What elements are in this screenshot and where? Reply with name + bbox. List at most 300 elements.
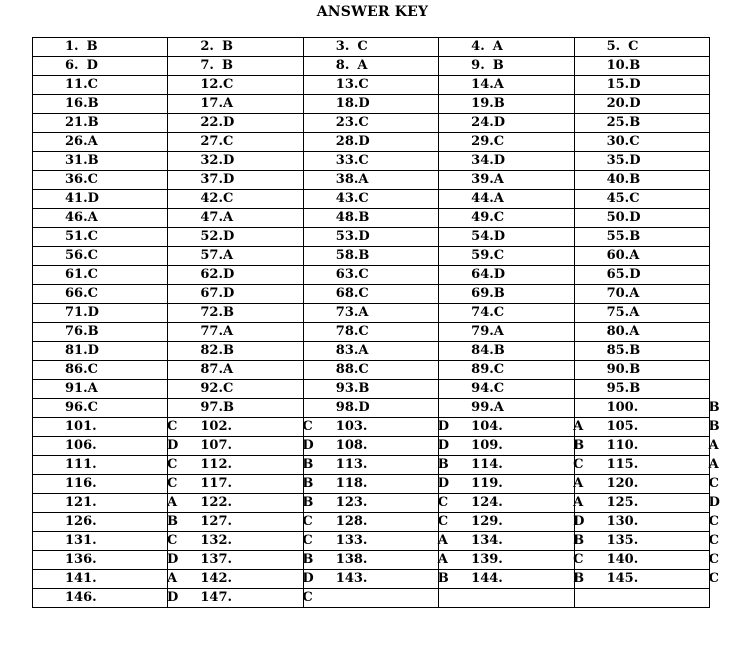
- question-number: 8.: [335, 58, 350, 73]
- answer-letter: A: [87, 381, 98, 396]
- answer-letter: D: [223, 229, 235, 244]
- answer-letter: A: [708, 438, 719, 453]
- answer-letter: B: [223, 305, 235, 320]
- answer-letter: C: [493, 248, 505, 263]
- question-number: 123.: [335, 495, 368, 510]
- answer-letter: A: [223, 210, 234, 225]
- answer-cell: [574, 589, 709, 608]
- answer-letter: B: [708, 419, 720, 434]
- answer-letter: C: [437, 495, 449, 510]
- question-number: 87.: [200, 362, 224, 377]
- answer-letter: D: [87, 305, 99, 320]
- answer-letter: B: [302, 495, 314, 510]
- answer-cell: [168, 266, 303, 285]
- answer-cell: [33, 38, 168, 57]
- answer-letter: A: [708, 457, 719, 472]
- answer-letter: A: [493, 77, 504, 92]
- question-number: 137.: [200, 552, 233, 567]
- answer-letter: A: [358, 172, 369, 187]
- answer-cell: [303, 152, 438, 171]
- question-number: 46.: [65, 210, 88, 225]
- answer-letter: B: [223, 400, 235, 415]
- question-number: 94.: [471, 381, 494, 396]
- answer-cell: [303, 361, 438, 380]
- answer-row: [33, 95, 710, 114]
- answer-letter: A: [223, 362, 234, 377]
- answer-row: [33, 304, 710, 323]
- answer-cell: [168, 285, 303, 304]
- answer-row: [33, 247, 710, 266]
- answer-letter: A: [437, 533, 448, 548]
- answer-cell: [303, 38, 438, 57]
- answer-cell: [303, 323, 438, 342]
- answer-cell: [439, 589, 574, 608]
- answer-cell: [574, 494, 720, 513]
- answer-letter: C: [223, 134, 234, 149]
- answer-letter: C: [493, 381, 505, 396]
- answer-cell: [168, 380, 303, 399]
- question-number: 79.: [471, 324, 494, 339]
- answer-letter: B: [629, 229, 641, 244]
- answer-cell: [168, 361, 303, 380]
- answer-letter: B: [358, 210, 370, 225]
- answer-letter: D: [223, 172, 235, 187]
- answer-cell: [439, 342, 574, 361]
- answer-letter: A: [573, 495, 584, 510]
- answer-letter: C: [87, 362, 98, 377]
- answer-letter: C: [167, 419, 178, 434]
- answer-letter: B: [302, 457, 314, 472]
- answer-letter: C: [708, 514, 719, 529]
- answer-cell: [33, 399, 168, 418]
- answer-cell: [439, 475, 584, 494]
- answer-row: [33, 285, 710, 304]
- answer-letter: D: [223, 153, 235, 168]
- question-number: 32.: [200, 153, 224, 168]
- answer-cell: [33, 456, 178, 475]
- answer-letter: A: [573, 419, 584, 434]
- answer-letter: D: [167, 552, 179, 567]
- question-number: 17.: [200, 96, 224, 111]
- answer-cell: [439, 76, 574, 95]
- answer-cell: [168, 323, 303, 342]
- question-number: 10.: [606, 58, 630, 73]
- answer-row: [33, 361, 710, 380]
- answer-cell: [439, 513, 585, 532]
- answer-cell: [33, 228, 168, 247]
- answer-letter: C: [87, 267, 98, 282]
- answer-cell: [439, 570, 585, 589]
- answer-letter: A: [223, 96, 234, 111]
- question-number: 23.: [335, 115, 359, 130]
- question-number: 105.: [606, 419, 639, 434]
- answer-cell: [168, 437, 314, 456]
- question-number: 95.: [606, 381, 630, 396]
- answer-letter: A: [223, 248, 234, 263]
- answer-letter: D: [629, 153, 641, 168]
- answer-cell: [574, 38, 709, 57]
- question-number: 26.: [65, 134, 88, 149]
- question-number: 130.: [606, 514, 639, 529]
- answer-letter: C: [358, 77, 369, 92]
- answer-cell: [303, 494, 449, 513]
- answer-letter: B: [87, 96, 99, 111]
- answer-cell: [33, 95, 168, 114]
- question-number: 45.: [606, 191, 630, 206]
- question-number: 75.: [606, 305, 630, 320]
- answer-cell: [168, 399, 303, 418]
- answer-cell: [303, 456, 449, 475]
- question-number: 103.: [335, 419, 368, 434]
- answer-cell: [439, 152, 574, 171]
- answer-letter: D: [87, 191, 99, 206]
- question-number: 127.: [200, 514, 233, 529]
- question-number: 144.: [471, 571, 503, 586]
- answer-cell: [574, 171, 709, 190]
- question-number: 29.: [471, 134, 494, 149]
- answer-letter: B: [629, 362, 641, 377]
- question-number: 100.: [606, 400, 639, 415]
- answer-row: [33, 57, 710, 76]
- answer-cell: [303, 133, 438, 152]
- answer-cell: [574, 228, 709, 247]
- question-number: 128.: [335, 514, 368, 529]
- answer-letter: A: [167, 571, 178, 586]
- question-number: 53.: [335, 229, 359, 244]
- answer-key-table: [32, 37, 720, 608]
- question-number: 76.: [65, 324, 88, 339]
- question-number: 39.: [471, 172, 494, 187]
- answer-letter: A: [492, 39, 503, 54]
- answer-cell: [303, 190, 438, 209]
- answer-cell: [303, 285, 438, 304]
- answer-cell: [33, 380, 168, 399]
- answer-cell: [303, 95, 438, 114]
- answer-cell: [33, 494, 178, 513]
- answer-cell: [33, 323, 168, 342]
- answer-letter: C: [223, 381, 234, 396]
- question-number: 124.: [471, 495, 503, 510]
- question-number: 2.: [200, 39, 214, 54]
- answer-cell: [574, 152, 709, 171]
- answer-cell: [168, 551, 314, 570]
- answer-row: [33, 38, 710, 57]
- answer-cell: [33, 190, 168, 209]
- answer-letter: B: [221, 39, 233, 54]
- answer-cell: [303, 437, 450, 456]
- question-number: 86.: [65, 362, 88, 377]
- answer-row: [33, 532, 710, 551]
- answer-letter: A: [167, 495, 178, 510]
- answer-cell: [168, 114, 303, 133]
- answer-letter: D: [629, 96, 641, 111]
- answer-cell: [574, 418, 720, 437]
- question-number: 146.: [65, 590, 97, 605]
- question-number: 18.: [335, 96, 359, 111]
- answer-cell: [33, 209, 168, 228]
- answer-cell: [33, 589, 179, 608]
- question-number: 121.: [65, 495, 97, 510]
- answer-row: [33, 152, 710, 171]
- answer-letter: D: [629, 77, 641, 92]
- answer-cell: [168, 456, 314, 475]
- answer-letter: C: [358, 324, 369, 339]
- answer-letter: C: [629, 134, 640, 149]
- question-number: 98.: [335, 400, 359, 415]
- answer-cell: [574, 380, 709, 399]
- answer-cell: [33, 532, 178, 551]
- question-number: 84.: [471, 343, 494, 358]
- question-number: 102.: [200, 419, 233, 434]
- question-number: 122.: [200, 495, 233, 510]
- answer-cell: [168, 190, 303, 209]
- answer-letter: C: [708, 476, 719, 491]
- question-number: 77.: [200, 324, 224, 339]
- answer-cell: [33, 247, 168, 266]
- question-number: 143.: [335, 571, 368, 586]
- answer-letter: B: [629, 172, 641, 187]
- question-number: 109.: [471, 438, 503, 453]
- answer-cell: [439, 304, 574, 323]
- answer-cell: [303, 57, 438, 76]
- question-number: 133.: [335, 533, 368, 548]
- answer-letter: C: [87, 286, 98, 301]
- answer-letter: B: [493, 343, 505, 358]
- question-number: 60.: [606, 248, 630, 263]
- answer-cell: [439, 266, 574, 285]
- question-number: 36.: [65, 172, 88, 187]
- answer-cell: [439, 38, 574, 57]
- question-number: 35.: [606, 153, 630, 168]
- question-number: 69.: [471, 286, 494, 301]
- question-number: 62.: [200, 267, 224, 282]
- question-number: 66.: [65, 286, 88, 301]
- answer-cell: [168, 418, 313, 437]
- answer-letter: B: [492, 58, 504, 73]
- question-number: 136.: [65, 552, 97, 567]
- question-number: 140.: [606, 552, 639, 567]
- answer-letter: B: [87, 153, 99, 168]
- answer-cell: [168, 532, 313, 551]
- answer-cell: [574, 513, 719, 532]
- question-number: 92.: [200, 381, 224, 396]
- answer-letter: C: [708, 571, 719, 586]
- answer-cell: [168, 171, 303, 190]
- answer-cell: [439, 57, 574, 76]
- question-number: 40.: [606, 172, 630, 187]
- question-number: 120.: [606, 476, 639, 491]
- answer-cell: [303, 171, 438, 190]
- answer-letter: B: [86, 39, 98, 54]
- answer-cell: [439, 323, 574, 342]
- question-number: 118.: [335, 476, 368, 491]
- answer-letter: B: [573, 438, 585, 453]
- answer-letter: B: [573, 571, 585, 586]
- answer-letter: B: [358, 381, 370, 396]
- question-number: 11.: [65, 77, 88, 92]
- answer-cell: [574, 399, 720, 418]
- question-number: 54.: [471, 229, 494, 244]
- answer-cell: [439, 551, 584, 570]
- answer-letter: B: [87, 115, 99, 130]
- answer-letter: B: [629, 58, 641, 73]
- question-number: 63.: [335, 267, 359, 282]
- answer-letter: B: [221, 58, 233, 73]
- question-number: 131.: [65, 533, 97, 548]
- question-number: 28.: [335, 134, 359, 149]
- question-number: 82.: [200, 343, 224, 358]
- question-number: 70.: [606, 286, 630, 301]
- question-number: 135.: [606, 533, 639, 548]
- question-number: 119.: [471, 476, 503, 491]
- answer-cell: [574, 475, 719, 494]
- answer-key-body: [33, 38, 720, 608]
- answer-letter: A: [87, 210, 98, 225]
- answer-letter: C: [573, 457, 584, 472]
- answer-cell: [168, 513, 313, 532]
- question-number: 99.: [471, 400, 494, 415]
- question-number: 24.: [471, 115, 494, 130]
- answer-row: [33, 589, 710, 608]
- question-number: 59.: [471, 248, 494, 263]
- answer-letter: D: [437, 476, 450, 491]
- answer-cell: [439, 456, 584, 475]
- answer-letter: C: [167, 476, 178, 491]
- answer-cell: [303, 399, 438, 418]
- answer-letter: A: [358, 305, 369, 320]
- answer-letter: A: [358, 343, 369, 358]
- answer-letter: A: [357, 58, 368, 73]
- answer-cell: [439, 133, 574, 152]
- answer-letter: C: [357, 39, 368, 54]
- question-number: 101.: [65, 419, 97, 434]
- answer-letter: C: [223, 77, 234, 92]
- answer-row: [33, 342, 710, 361]
- answer-row: [33, 266, 710, 285]
- answer-letter: D: [629, 210, 641, 225]
- answer-letter: A: [437, 552, 448, 567]
- answer-letter: B: [358, 248, 370, 263]
- answer-letter: C: [358, 362, 369, 377]
- answer-letter: D: [573, 514, 585, 529]
- question-number: 61.: [65, 267, 88, 282]
- answer-row: [33, 475, 710, 494]
- answer-cell: [303, 551, 448, 570]
- question-number: 16.: [65, 96, 88, 111]
- answer-letter: B: [573, 533, 585, 548]
- answer-letter: D: [708, 495, 720, 510]
- answer-row: [33, 133, 710, 152]
- answer-cell: [33, 513, 178, 532]
- answer-cell: [574, 342, 709, 361]
- answer-cell: [439, 114, 574, 133]
- question-number: 44.: [471, 191, 494, 206]
- answer-cell: [574, 114, 709, 133]
- answer-letter: B: [629, 381, 641, 396]
- question-number: 116.: [65, 476, 97, 491]
- answer-letter: D: [167, 438, 179, 453]
- question-number: 110.: [606, 438, 639, 453]
- question-number: 4.: [471, 39, 485, 54]
- answer-letter: D: [493, 115, 506, 130]
- answer-row: [33, 114, 710, 133]
- answer-letter: C: [437, 514, 449, 529]
- answer-letter: C: [493, 210, 505, 225]
- answer-letter: A: [629, 286, 640, 301]
- question-number: 20.: [606, 96, 630, 111]
- question-number: 48.: [335, 210, 359, 225]
- answer-cell: [574, 57, 709, 76]
- answer-cell: [33, 114, 168, 133]
- answer-cell: [33, 418, 178, 437]
- answer-letter: C: [493, 362, 505, 377]
- question-number: 93.: [335, 381, 359, 396]
- answer-cell: [33, 361, 168, 380]
- question-number: 78.: [335, 324, 359, 339]
- answer-letter: B: [493, 96, 505, 111]
- question-number: 21.: [65, 115, 88, 130]
- answer-cell: [33, 285, 168, 304]
- answer-row: [33, 551, 710, 570]
- question-number: 31.: [65, 153, 88, 168]
- answer-letter: C: [358, 191, 369, 206]
- answer-cell: [303, 304, 438, 323]
- question-number: 80.: [606, 324, 630, 339]
- answer-cell: [168, 475, 314, 494]
- answer-cell: [439, 361, 574, 380]
- question-number: 56.: [65, 248, 88, 263]
- answer-cell: [303, 418, 450, 437]
- answer-letter: C: [302, 590, 313, 605]
- answer-cell: [33, 76, 168, 95]
- question-number: 88.: [335, 362, 359, 377]
- answer-row: [33, 494, 710, 513]
- question-number: 9.: [471, 58, 485, 73]
- answer-row: [33, 171, 710, 190]
- question-number: 142.: [200, 571, 233, 586]
- answer-letter: C: [87, 248, 98, 263]
- answer-row: [33, 456, 710, 475]
- answer-cell: [574, 190, 709, 209]
- answer-row: [33, 76, 710, 95]
- question-number: 25.: [606, 115, 630, 130]
- question-number: 55.: [606, 229, 630, 244]
- answer-letter: A: [493, 191, 504, 206]
- answer-row: [33, 570, 710, 589]
- answer-letter: A: [493, 324, 504, 339]
- answer-letter: C: [223, 191, 234, 206]
- question-number: 107.: [200, 438, 233, 453]
- question-number: 22.: [200, 115, 224, 130]
- answer-cell: [168, 133, 303, 152]
- question-number: 5.: [606, 39, 621, 54]
- question-number: 132.: [200, 533, 233, 548]
- question-number: 33.: [335, 153, 359, 168]
- answer-letter: B: [167, 514, 178, 529]
- answer-cell: [439, 532, 585, 551]
- question-number: 52.: [200, 229, 224, 244]
- answer-letter: B: [437, 457, 449, 472]
- question-number: 12.: [200, 77, 224, 92]
- answer-row: [33, 380, 710, 399]
- answer-letter: C: [358, 267, 369, 282]
- question-number: 50.: [606, 210, 630, 225]
- answer-letter: D: [629, 267, 641, 282]
- answer-cell: [439, 95, 574, 114]
- answer-cell: [574, 95, 709, 114]
- answer-letter: D: [358, 400, 370, 415]
- question-number: 104.: [471, 419, 503, 434]
